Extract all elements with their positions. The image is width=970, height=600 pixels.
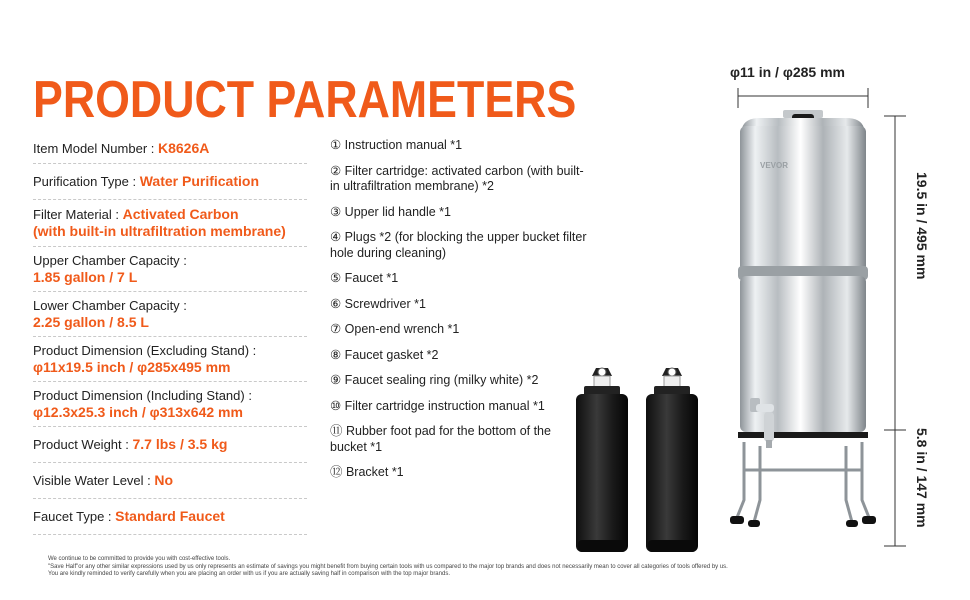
list-item: ① Instruction manual *1: [330, 138, 463, 152]
list-item: ⑦ Open-end wrench *1: [330, 322, 460, 336]
water-filter-tank: [738, 110, 868, 438]
param-label: Faucet Type :: [33, 509, 112, 524]
diameter-dimension-line: [738, 88, 868, 108]
param-value: φ11x19.5 inch / φ285x495 mm: [33, 359, 231, 375]
height-stand-label: 5.8 in / 147 mm: [914, 428, 930, 528]
list-item: ⑤ Faucet *1: [330, 271, 399, 285]
page-title: PRODUCT PARAMETERS: [33, 71, 577, 129]
footnote-line: "Save Half"or any other similar expressions used by us only represents an estimate of savings you might benefit from buying certain tools with us compared to the major top brands and does not necessarily mean to cover all categories of tools offered by us.: [48, 563, 728, 570]
height-dimension-line: [884, 116, 906, 546]
list-item: ⑩ Filter cartridge instruction manual *1: [330, 398, 545, 413]
list-item: ④ Plugs *2 (for blocking the upper bucket filter hole during cleaning): [330, 230, 587, 260]
param-value-continued: (with built-in ultrafiltration membrane): [33, 223, 286, 239]
diameter-label: φ11 in / φ285 mm: [730, 64, 845, 80]
param-label: Product Weight :: [33, 437, 129, 452]
param-value: K8626A: [158, 140, 210, 156]
param-value: 1.85 gallon / 7 L: [33, 269, 138, 285]
upper-chamber: [740, 126, 866, 272]
list-item: ⑧ Faucet gasket *2: [330, 347, 439, 362]
list-item: ② Filter cartridge: activated carbon (with built-in ultrafiltration membrane) *2: [330, 163, 584, 193]
brand-logo: VEVOR: [760, 161, 789, 170]
list-item: ⑥ Screwdriver *1: [330, 296, 426, 311]
param-value: Activated Carbon: [122, 206, 239, 222]
param-label: Product Dimension (Including Stand) :: [33, 388, 252, 403]
list-item: ⑫ Bracket *1: [330, 465, 404, 479]
param-label: Visible Water Level :: [33, 473, 151, 488]
param-label: Item Model Number :: [33, 141, 155, 156]
param-label: Upper Chamber Capacity :: [33, 253, 187, 268]
param-value: Standard Faucet: [115, 508, 225, 524]
stand-foot-pads: [730, 516, 876, 527]
footnote-line: You are kindly reminded to verify carefully when you are placing an order with us if you are actually saving half in comparison with the top major brands.: [48, 571, 450, 577]
filter-cartridge-right: [646, 368, 698, 552]
list-item: ⑨ Faucet sealing ring (milky white) *2: [330, 373, 539, 387]
stand-bracket: [736, 442, 870, 522]
filter-cartridge-left: [576, 368, 628, 552]
param-label: Product Dimension (Excluding Stand) :: [33, 343, 257, 358]
param-value: Water Purification: [139, 173, 259, 189]
param-value: 7.7 lbs / 3.5 kg: [132, 436, 228, 452]
list-item: ③ Upper lid handle *1: [330, 204, 452, 219]
height-body-label: 19.5 in / 495 mm: [914, 172, 930, 280]
param-label: Lower Chamber Capacity :: [33, 298, 187, 313]
param-label: Purification Type :: [33, 174, 137, 189]
param-value: φ12.3x25.3 inch / φ313x642 mm: [33, 404, 243, 420]
param-value: 2.25 gallon / 8.5 L: [33, 314, 149, 330]
footnote: [48, 556, 868, 579]
list-item: ⑪ Rubber foot pad for the bottom of the bucket *1: [330, 424, 551, 454]
param-label: Filter Material :: [33, 207, 119, 222]
footnote-line: We continue to be committed to provide you with cost-effective tools.: [48, 556, 231, 562]
param-value: No: [154, 472, 174, 488]
